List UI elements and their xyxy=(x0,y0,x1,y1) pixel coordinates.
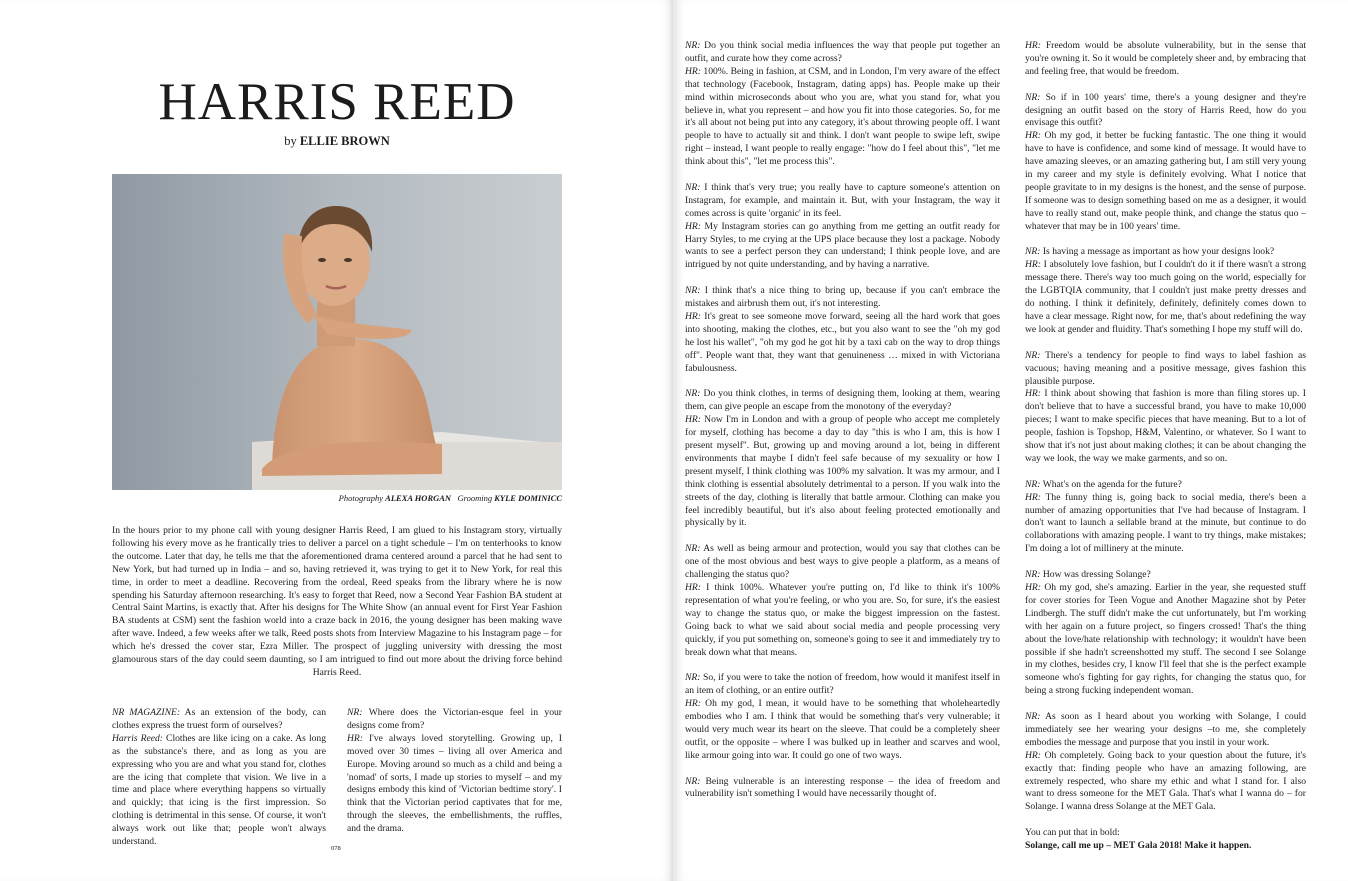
qa-question: As an extension of the body, can clothes express the truest form of ourselves? xyxy=(112,707,326,731)
qa-question: So if in 100 years' time, there's a young designer and they're designing an outfit based on the story of Harris Reed, how do you envisage this outfit? xyxy=(1025,91,1306,129)
qa-question-label: NR: xyxy=(1025,478,1041,490)
qa-answer-label: HR: xyxy=(685,414,701,426)
qa-question: Do you think social media influences the way that people put together an outfit, and curate how they come across? xyxy=(685,40,1000,64)
left-column-2 xyxy=(347,707,562,849)
qa-answer: Clothes are like icing on a cake. As long as the substance's there, and as long as you are expressing who you are and what you stand for, clothes are the icing that complete that vision. We live in a time and place where everything happens so virtually and quickly; that icing is the first impression. So clothing is detrimental in this sense. Of course, it won't always work out like that; people won't always understand. xyxy=(112,732,327,848)
portrait-photo xyxy=(112,174,562,490)
qa-question-label: NR: xyxy=(685,672,701,684)
qa-answer-label: HR: xyxy=(1025,749,1041,761)
right-column-2 xyxy=(1025,40,1306,866)
article-title: HARRIS REED xyxy=(158,73,516,131)
groomer-name: KYLE DOMINICC xyxy=(494,493,562,503)
qa-question-label: NR: xyxy=(1025,569,1041,581)
qa-question-label: NR: xyxy=(1025,91,1041,103)
qa-question: As soon as I heard about you working with Solange, I could immediately see her wearing your designs –to me, she completely embodies the message and purpose that you instil in your work. xyxy=(1025,711,1306,748)
qa-answer-label: HR: xyxy=(1025,388,1041,400)
qa-question: I think that's a nice thing to bring up, because if you can't embrace the mistakes and airbrush them out, it's not interesting. xyxy=(685,285,1000,310)
author-name: ELLIE BROWN xyxy=(299,134,390,148)
qa-question-label: NR: xyxy=(1025,711,1041,723)
qa-answer: I think about showing that fashion is more than filing stores up. I don't believe that to have a successful brand, you have to make 10,000 pieces; I want to make specific pieces that have meaning. But to a lot of people, fashion is Topshop, H&M, Valentino, or whatever. So I want to show that it's not just about making clothes; it can be about changing the way we look, the way we make garments, and so on. xyxy=(1025,388,1306,464)
qa-answer-label: HR: xyxy=(1025,491,1041,503)
qa-entry xyxy=(1025,40,1306,79)
qa-answer: Oh my god, it better be fucking fantastic. The one thing it would have to have is confidence, and some kind of message. It would have to have amazing sleeves, or an amazing gathering but, I am still very young in my career and my style is definitely evolving. What I notice that people gravitate to in my designs is the honest, and the sense of purpose. If someone was to design something based on me as a designer, it would have to really stand out, make people think, and change the status quo – whatever that may be in 100 years' time. xyxy=(1025,130,1306,232)
qa-answer: My Instagram stories can go anything from me getting an outfit ready for Harry Styles, to me crying at the UPS place because they lost a package. Nobody wants to see a perfect person they can understand; I think people love, and are intrigued by not quite understanding, and by having a narrative. xyxy=(685,220,1000,271)
qa-question-label: NR: xyxy=(685,543,701,555)
intro-paragraph: In the hours prior to my phone call with young designer Harris Reed, I am glued to his Instagram story, virtually following his every move as he frantically tries to deliver a parcel on a tight schedule – I'm on tenterhooks to know the outcome. Later that day, he tells me that the aforementioned drama centered around a parcel that he had sent to New York, but had turned up in India – and so, having retrieved it, was trying to get it to New York, for real this time, in order to meet a deadline. Recovering from the ordeal, Reed speaks from the library where he is now spending his Saturday afternoon researching. It's easy to forget that Reed, now a Second Year Fashion BA student at Central Saint Martins, is exactly that. After his designs for The White Show (an annual event for First Year Fashion BA students at CSM) sent the fashion world into a craze back in 2016, the young designer has been making wave after wave. Indeed, a few weeks after we talk, Reed posts shots from Interview Magazine to his Instagram page – for which he's dressed the cover star, Ezra Miller. The prospect of juggling university with dressing the most glamourous stars of the day could seem daunting, so I am intrigued to find out more about the driving force behind Harris Reed. xyxy=(112,525,562,678)
qa-entry xyxy=(1025,350,1306,466)
qa-answer: 100%. Being in fashion, at CSM, and in London, I'm very aware of the effect that technology (Facebook, Instagram, dating apps) has. People make up their mind within microseconds about who you are, what you stand for, what you believe in, what you represent – and how you fit into those categories. So, for me it's all about not being put into any category, it's about throwing people off. I want people to have to actually sit and think. I don't want people to swipe left, swipe right – instead, I want people to really engage: "how do I feel about this", "let me think about this", "let me process this". xyxy=(685,65,1000,168)
qa-answer: Now I'm in London and with a group of people who accept me completely for myself, clothing has become a day to day "this is who I am, this is how I present myself". But, growing up and moving around a lot, being in different environments that maybe I didn't feel safe because of my sexuality or how I present myself, I think clothing was 100% my salvation. It was my armour, and I think clothing is essential absolutely detrimental to a person. If you walk into the streets of the day, clothing is literally that battle armour. Clothing can make you feel incredibly beautiful, but it's also about feeling protected emotionally and physically by it. xyxy=(685,414,1000,529)
qa-question: Is having a message as important as how your designs look? xyxy=(1040,246,1275,258)
qa-answer-label: HR: xyxy=(685,65,701,77)
right-column-1 xyxy=(685,40,1000,814)
qa-entry xyxy=(685,388,1000,530)
qa-entry xyxy=(685,672,1000,762)
qa-answer: It's great to see someone move forward, seeing all the hard work that goes into shooting, making the clothes, etc., but you also want to see the "oh my god he lost his wallet", "oh my god he got hit by a taxi cab on the way to drop things off". People want that, they want that genuineness … mixed in with Victoriana fabulousness. xyxy=(685,311,1000,374)
qa-entry xyxy=(685,543,1000,659)
qa-answer-label: HR: xyxy=(1025,581,1041,593)
portrait-illustration xyxy=(112,174,562,490)
qa-entry xyxy=(1025,479,1306,556)
qa-answer-label: HR: xyxy=(685,582,701,593)
qa-answer: I've always loved storytelling. Growing up, I moved over 30 times – living all over America and Europe. Moving around so much as a child and being a 'nomad' of sorts, I made up stories to myself – and my designs embody this kind of 'Victorian bedtime story'. I think that the Victorian period captivates that for me, through the sleeves, the embellishments, the ruffles, and the drama. xyxy=(347,732,562,835)
qa-question: Being vulnerable is an interesting response – the idea of freedom and vulnerability isn't something I would have necessarily thought of. xyxy=(685,775,1000,800)
qa-question-label: NR: xyxy=(685,388,701,400)
photo-credit-label: Photography xyxy=(338,493,386,503)
qa-answer-label: HR: xyxy=(1025,259,1041,271)
left-column-1 xyxy=(112,707,326,862)
qa-answer-label: HR: xyxy=(685,220,701,232)
qa-question: Freedom would be absolute vulnerability, but in the sense that you're owning it. So it would be completely sheer and, by embracing that and feeling free, that would be freedom. xyxy=(1025,40,1306,77)
qa-answer-label: Harris Reed: xyxy=(112,732,164,744)
qa-entry xyxy=(685,182,1000,272)
qa-answer: Oh completely. Going back to your question about the future, it's exactly that: finding people who have an amazing following, are extremely respected, who share my ethic and what I stand for. I also want to dress someone for the MET Gala. That's what I wanna do – for Solange. I wanna dress Solange at the MET Gala. xyxy=(1025,749,1306,813)
closing-line: You can put that in bold: xyxy=(1025,827,1120,839)
qa-answer-label: HR: xyxy=(685,698,701,710)
qa-question: Do you think clothes, in terms of designing them, looking at them, wearing them, can give people an escape from the monotony of the everyday? xyxy=(685,388,1000,413)
qa-entry xyxy=(685,40,1000,169)
qa-question: How was dressing Solange? xyxy=(1040,569,1151,581)
qa-entry xyxy=(1025,569,1306,698)
qa-question-label: NR: xyxy=(347,707,363,718)
qa-entry xyxy=(1025,246,1306,336)
qa-question-label: NR: xyxy=(1025,349,1041,361)
qa-entry xyxy=(347,707,562,836)
qa-answer: I absolutely love fashion, but I couldn't do it if there wasn't a strong message there. There's way too much going on the world, especially for the LGBTQIA community, that I couldn't just make pretty dresses and do nothing. I think it definitely, definitely, definitely comes down to have a clear message. Right now, for me, that's about redefining the way we look at gender and fluidity. That's something I hope my stuff will do. xyxy=(1025,259,1306,335)
qa-entry xyxy=(1025,92,1306,234)
left-page xyxy=(0,0,673,881)
qa-answer: Oh my god, she's amazing. Earlier in the year, she requested stuff for cover stories for Teen Vogue and Another Magazine shot by Peter Lindbergh. The stuff didn't make the cut unfortunately, but I'm working with her again on a future project, so fingers crossed! That's the thing about the love/hate relationship with technology; it wouldn't have been possible if she hadn't screenshotted my stuff. The second I see Solange in my clothes, besides cry, I know I'll feel that she is the perfect example someone who's fighting for gay rights, for changing the status quo, for being a strong fucking independent woman. xyxy=(1025,581,1306,697)
qa-answer-label: HR: xyxy=(347,732,363,744)
qa-entry xyxy=(112,707,326,849)
qa-answer: The funny thing is, going back to social media, there's been a number of amazing opportunities that I've had because of Instagram. I don't want to launch a sellable brand at the minute, but continue to do collaborations with amazing people. I want to try things, make mistakes; I'm doing a lot of millinery at the minute. xyxy=(1025,491,1306,555)
qa-question-label: NR: xyxy=(1025,246,1041,258)
qa-entry xyxy=(685,285,1000,375)
qa-question-label: HR: xyxy=(1025,40,1041,51)
qa-answer-label: HR: xyxy=(685,311,701,322)
qa-question: As well as being armour and protection, would you say that clothes can be one of the most obvious and best ways to give people a platform, as a means of challenging the status quo? xyxy=(685,543,1000,581)
qa-question: So, if you were to take the notion of freedom, how would it manifest itself in an item of clothing, or an entire outfit? xyxy=(685,672,1000,697)
page-number: 078 xyxy=(331,845,341,852)
qa-question: Where does the Victorian-esque feel in your designs come from? xyxy=(347,707,562,731)
qa-entry xyxy=(1025,711,1306,814)
qa-question: I think that's very true; you really have to capture someone's attention on Instagram, for example, and maintain it. But, with your Instagram, the way it comes across is quite 'organic' in its feel. xyxy=(685,181,1000,219)
qa-question-label: NR: xyxy=(685,40,701,51)
qa-answer: Oh my god, I mean, it would have to be something that wholeheartedly embodies who I am. I think that would be something that's very vulnerable; it would very much wear its heart on the sleeve. That could be a completely sheer outfit, or the opposite – where I was bulked up in leather and scarves and wool, like armour going into war. It could go one of two ways. xyxy=(685,698,1000,761)
qa-question-label: NR: xyxy=(685,775,701,787)
qa-answer-label: HR: xyxy=(1025,130,1041,142)
byline xyxy=(112,134,562,149)
photographer-name: ALEXA HORGAN xyxy=(385,493,452,503)
photo-credit xyxy=(112,493,562,503)
closing-bold-line: Solange, call me up – MET Gala 2018! Make it happen. xyxy=(1025,840,1252,852)
qa-question: There's a tendency for people to find ways to label fashion as vacuous; having meaning and a positive message, gives fashion this plausible purpose. xyxy=(1025,349,1306,387)
qa-entry xyxy=(685,776,1000,802)
grooming-credit-label: Grooming xyxy=(457,493,495,503)
qa-answer: I think 100%. Whatever you're putting on, I'd like to think it's 100% representation of what you're feeling, or who you are. So, for sure, it's the easiest way to change the status quo, or make the biggest impression on the fastest. Going back to what we said about social media and people processing very quickly, if you put something on, someone's going to see it and immediately try to break down what that means. xyxy=(685,582,1000,658)
qa-question-label: NR MAGAZINE: xyxy=(112,707,181,718)
right-page xyxy=(675,0,1348,881)
byline-prefix: by xyxy=(284,134,300,148)
qa-question-label: NR: xyxy=(685,285,701,297)
qa-question: What's on the agenda for the future? xyxy=(1040,478,1182,490)
qa-question-label: NR: xyxy=(685,181,701,193)
